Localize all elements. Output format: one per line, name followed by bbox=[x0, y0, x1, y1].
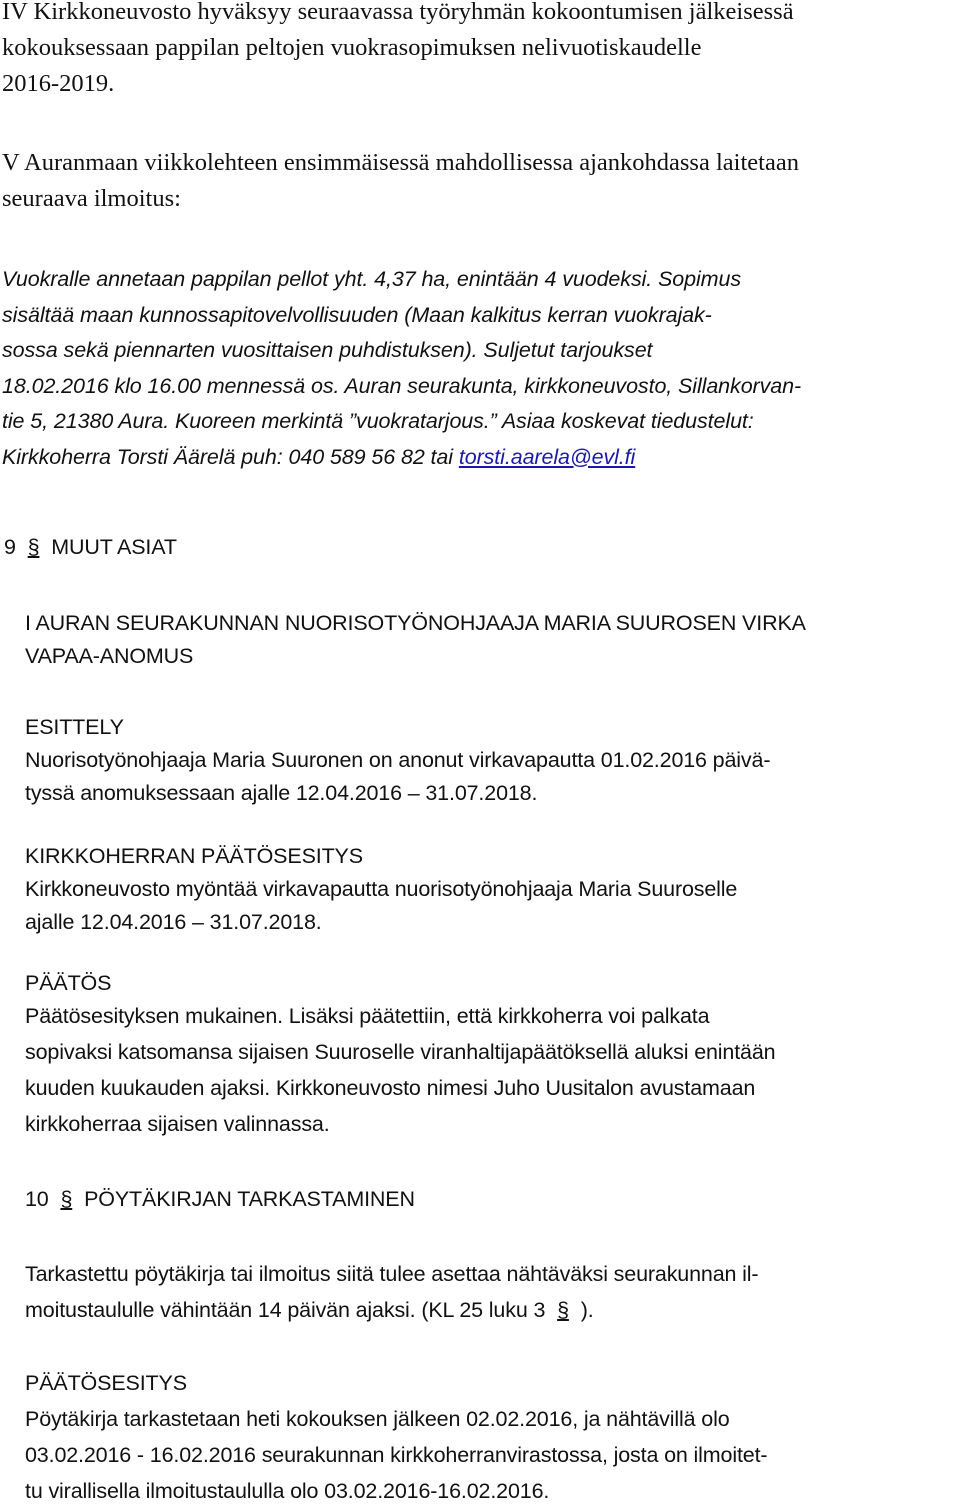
section-iv-paragraph: IV Kirkkoneuvosto hyväksyy seuraavassa työryhmän kokoontumisen jälkeisessä kokouksessaan pappilan peltojen vuokrasopimuksen nelivuotiskaudelle 2016-2019. bbox=[2, 0, 794, 97]
item-10-title: PÖYTÄKIRJAN TARKASTAMINEN bbox=[84, 1187, 415, 1211]
section-sign-9: § bbox=[27, 535, 40, 559]
section-sign-kl: § bbox=[557, 1298, 569, 1322]
paatos-label: PÄÄTÖS bbox=[25, 971, 112, 995]
paatos-text: Päätösesityksen mukainen. Lisäksi päätettiin, että kirkkoherra voi palkata sopivaksi katsomansa sijaisen Suuroselle viranhaltijapäätöksellä aluksi enintään kuuden kuukauden ajaksi. Kirkkoneuvosto nimesi Juho Uusitalon avustamaan kirkkoherraa sijaisen valinnassa. bbox=[25, 1004, 776, 1136]
item-10-text-main: Tarkastettu pöytäkirja tai ilmoitus siitä tulee asettaa nähtäväksi seurakunnan il- moitustaululle vähintään 14 päivän ajaksi. (KL 25 luku 3 bbox=[25, 1262, 759, 1322]
paatosesitys-text: Pöytäkirja tarkastetaan heti kokouksen jälkeen 02.02.2016, ja nähtävillä olo 03.02.2016 - 16.02.2016 seurakunnan kirkkoherranvirastossa, josta on ilmoitet- tu virallisella ilmoitustaululla olo 03.02.2016-16.02.2016. bbox=[25, 1407, 768, 1503]
paatosesitys-label: PÄÄTÖSESITYS bbox=[25, 1371, 187, 1395]
item-10-number: 10 bbox=[25, 1187, 49, 1211]
item-9-title: MUUT ASIAT bbox=[51, 535, 177, 559]
esittely-text: Nuorisotyönohjaaja Maria Suuronen on anonut virkavapautta 01.02.2016 päivä- tyssä anomuksessaan ajalle 12.04.2016 – 31.07.2018. bbox=[25, 748, 771, 805]
lease-notice-paragraph bbox=[2, 262, 801, 475]
section-sign-10: § bbox=[60, 1187, 73, 1211]
item-10-text bbox=[25, 1256, 758, 1328]
item-10-heading bbox=[25, 1183, 415, 1216]
lease-notice-text: Vuokralle annetaan pappilan pellot yht. 4,37 ha, enintään 4 vuodeksi. Sopimus sisältää maan kunnossapitovelvollisuuden (Maan kalkitus kerran vuokrajak- sossa sekä piennarten vuosittaisen puhdistuksen). Suljetut tarjoukset 18.02.2016 klo 16.00 mennessä os. Auran seurakunta, kirkkoneuvosto, Sillankorvan- tie 5, 21380 Aura. Kuoreen merkintä ”vuokratarjous.” Asiaa koskevat tiedustelut: Kirkkoherra Torsti Äärelä puh: 040 589 56 82 tai bbox=[2, 267, 802, 469]
esittely-label: ESITTELY bbox=[25, 715, 124, 739]
item-9-subheading: I AURAN SEURAKUNNAN NUORISOTYÖNOHJAAJA MARIA SUUROSEN VIRKA VAPAA-ANOMUS bbox=[25, 611, 806, 668]
item-10-text-end: ). bbox=[574, 1298, 594, 1322]
kirkkoherran-paatosesitys-text: Kirkkoneuvosto myöntää virkavapautta nuorisotyönohjaaja Maria Suuroselle ajalle 12.04.2016 – 31.07.2018. bbox=[25, 877, 738, 934]
kirkkoherran-paatosesitys-label: KIRKKOHERRAN PÄÄTÖSESITYS bbox=[25, 844, 363, 868]
section-v-paragraph: V Auranmaan viikkolehteen ensimmäisessä mahdollisessa ajankohdassa laitetaan seuraava ilmoitus: bbox=[2, 149, 799, 212]
item-9-number: 9 bbox=[4, 535, 16, 559]
item-9-heading bbox=[4, 531, 177, 564]
email-link[interactable]: torsti.aarela@evl.fi bbox=[458, 444, 636, 469]
